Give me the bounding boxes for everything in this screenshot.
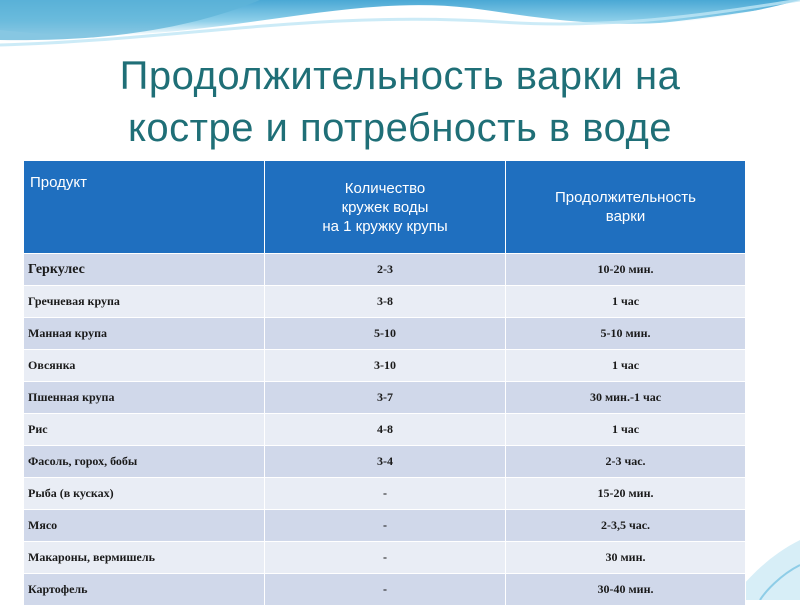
header-duration-line-2: варки (605, 208, 646, 225)
cell-product: Манная крупа (24, 318, 265, 350)
table-row (24, 254, 746, 286)
cell-duration: 15-20 мин. (506, 478, 746, 510)
title-line-2: костре и потребность в воде (127, 106, 673, 150)
header-water-line-3: на 1 кружку крупы (322, 217, 448, 235)
cell-duration: 10-20 мин. (506, 254, 746, 286)
cell-product: Фасоль, горох, бобы (24, 446, 265, 478)
table-row (24, 478, 746, 510)
cell-water: 2-3 (265, 254, 506, 286)
table-row (24, 446, 746, 478)
cell-water: 3-7 (265, 382, 506, 414)
cell-product: Гречневая крупа (24, 286, 265, 318)
table-row (24, 414, 746, 446)
table-row (24, 510, 746, 542)
table-row (24, 382, 746, 414)
cell-duration: 30 мин. (506, 542, 746, 574)
cell-water: 5-10 (265, 318, 506, 350)
table-row (24, 574, 746, 606)
cell-duration: 1 час (506, 286, 746, 318)
cell-duration: 30 мин.-1 час (506, 382, 746, 414)
cell-product: Овсянка (24, 350, 265, 382)
cell-water: 3-8 (265, 286, 506, 318)
cell-water: - (265, 478, 506, 510)
title-line-1: Продолжительность варки на (119, 54, 681, 98)
header-water-line-1: Количество (344, 179, 426, 197)
cell-product: Геркулес (24, 254, 265, 286)
cell-product: Пшенная крупа (24, 382, 265, 414)
table-header-row (24, 161, 746, 254)
cooking-table (23, 160, 746, 606)
header-duration-line-1: Продолжительность (555, 189, 696, 206)
cell-product: Рис (24, 414, 265, 446)
cell-water: 4-8 (265, 414, 506, 446)
cell-water: - (265, 574, 506, 606)
cell-duration: 1 час (506, 414, 746, 446)
table-row (24, 286, 746, 318)
cell-product: Картофель (24, 574, 265, 606)
cell-product: Макароны, вермишель (24, 542, 265, 574)
cell-water: 3-4 (265, 446, 506, 478)
cell-product: Мясо (24, 510, 265, 542)
cell-duration: 30-40 мин. (506, 574, 746, 606)
cell-water: 3-10 (265, 350, 506, 382)
header-water-line-2: кружек воды (341, 198, 429, 216)
cell-duration: 1 час (506, 350, 746, 382)
table-row (24, 318, 746, 350)
table-row (24, 542, 746, 574)
cell-product: Рыба (в кусках) (24, 478, 265, 510)
cell-water: - (265, 542, 506, 574)
header-product: Продукт (24, 161, 265, 254)
slide-title (20, 50, 780, 154)
cell-duration: 2-3,5 час. (506, 510, 746, 542)
header-duration (506, 161, 746, 254)
header-water (265, 161, 506, 254)
table-row (24, 350, 746, 382)
cell-water: - (265, 510, 506, 542)
cell-duration: 2-3 час. (506, 446, 746, 478)
cell-duration: 5-10 мин. (506, 318, 746, 350)
